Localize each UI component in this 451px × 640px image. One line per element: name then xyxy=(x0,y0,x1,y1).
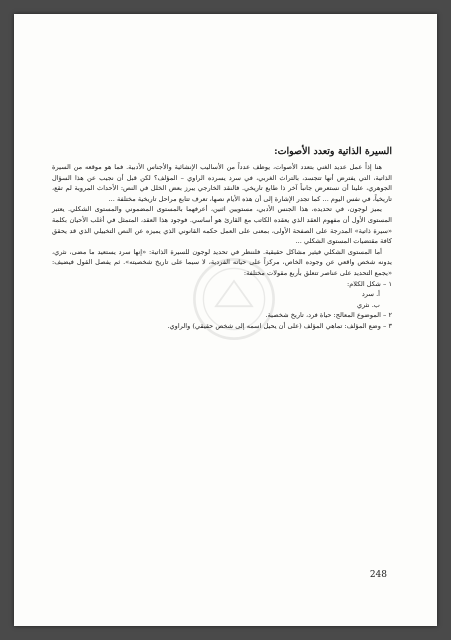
paragraph: يميز لوجون، في تحديده، هذا الجنس الأدبي، مستويين اثنين، أعرفهما بالمستوى المضموني والمستوى الشكلي. يعتبر المستوى الأول أن مفهوم العقد الذي يعقده الكاتب مع القارئ هو أساسي. فوجود هذا العقد، المتمثل في أغلب الأحيان بكلمة «سيرة ذاتية» المدرجة على الصفحة الأولى، بمعنى على العمل حكمه القانوني الذي يميزه عن النص التخييلي الذي قد يحقق كافة مقتضيات المستوى الشكلي ... xyxy=(52,205,392,246)
list-item: ٢ – الموضوع المعالج: حياة فرد، تاريخ شخصية. xyxy=(265,311,392,320)
list-item: ١ – شكل الكلام: xyxy=(346,279,392,288)
paragraph: هنا إذاً عمل عديد الغني بتعدد الأصوات، يوظف عدداً من الأساليب الإنشائية والأجناس الأدبية. فما هو موقعه من السيرة الذاتية، التي يفترض أنها تتجسد، بالتراث الغربي، في سرد يسرده الراوي – المؤلف؟ لكن قبل أن نجيب عن هذا السؤال الجوهري، علينا أن نستعرض جانباً آخر ذا طابع تاريخي. فالنقد الخارجي يبرز بعض الخلل في النص: الأحداث المروية لم تقع، تاريخياً، في نفس اليوم ... كما تجدر الإشارة إلى أن هذه الأيام نصها، تعرف تتابع مراحل تاريخية مختلفة ... xyxy=(52,163,392,203)
page-number: 248 xyxy=(369,570,387,580)
list-item: ب. نثري xyxy=(356,300,380,309)
section-heading: السيرة الذاتية وتعدد الأصوات: xyxy=(274,146,392,157)
list-item: ٣ – وضع المؤلف: تماهي المؤلف (على أن يحيل اسمه إلى شخص حقيقي) والراوي. xyxy=(167,321,392,330)
page-content xyxy=(52,146,392,332)
document-page xyxy=(14,14,437,626)
paragraph: أما المستوى الشكلي فيثير مشاكل حقيقية. فلننظر في تحديد لوجون للسيرة الذاتية: «إنها سرد يستعيد ما مضى، نثري، يدونه شخص واقعي عن وجوده الخاص، مركزاً على حياته الفردية، لا سيما على تاريخ شخصيته». ثم يفصل القول فيضيف: «يجمع التحديد على عناصر تتعلق بأربع مقولات مختلفة: xyxy=(52,247,392,277)
criteria-list xyxy=(52,279,392,332)
list-item: أ. سرد xyxy=(361,290,380,299)
